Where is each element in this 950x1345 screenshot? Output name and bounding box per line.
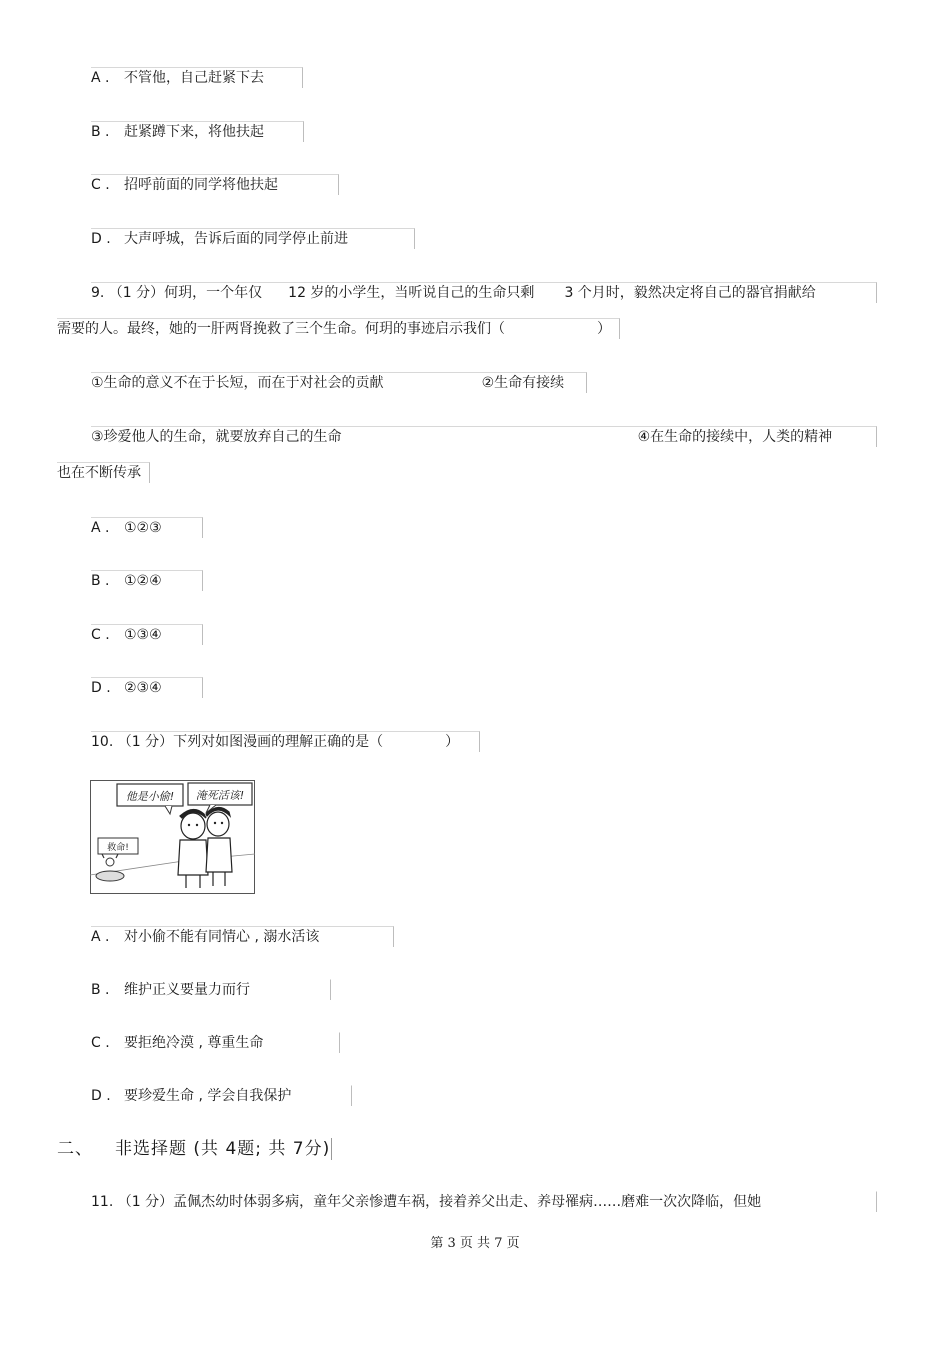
q10-option-c[interactable] bbox=[91, 1032, 340, 1053]
option-text: 招呼前面的同学将他扶起 bbox=[124, 177, 278, 193]
option-letter: B . bbox=[91, 573, 110, 589]
q10-option-d[interactable] bbox=[91, 1085, 352, 1106]
option-text: ①②③ bbox=[124, 520, 162, 536]
option-text: 不管他，自己赶紧下去 bbox=[124, 70, 264, 86]
section-heading bbox=[57, 1138, 332, 1160]
q10-option-a[interactable] bbox=[91, 926, 394, 947]
bubble-help-text: 救命! bbox=[107, 843, 129, 853]
option-text: 维护正义要量力而行 bbox=[124, 982, 250, 998]
q11-stem-text: 11. （1 分）孟佩杰幼时体弱多病，童年父亲惨遭车祸，接着养父出走、养母罹病……磨难一次次降临，但她 bbox=[91, 1194, 762, 1210]
q9-option-d[interactable] bbox=[91, 677, 203, 698]
option-text: 赶紧蹲下来，将他扶起 bbox=[124, 124, 264, 140]
option-text: ①②④ bbox=[124, 573, 162, 589]
option-letter: A . bbox=[91, 929, 110, 945]
q10-option-b[interactable] bbox=[91, 979, 331, 1000]
q9-answer-paren: ） bbox=[597, 321, 611, 337]
option-text: 对小偷不能有同情心 , 溺水活该 bbox=[124, 929, 320, 945]
option-letter: B . bbox=[91, 982, 110, 998]
option-letter: C . bbox=[91, 627, 110, 643]
option-letter: A . bbox=[91, 520, 110, 536]
q8-option-a[interactable] bbox=[91, 67, 303, 88]
q9-stem-line2 bbox=[57, 318, 620, 339]
q9-stem-part3: 3 个月时，毅然决定将自己的器官捐献给 bbox=[564, 285, 816, 301]
q9-stem-line1 bbox=[91, 282, 877, 303]
option-letter: B . bbox=[91, 124, 110, 140]
q9-statement-4: ④在生命的接续中，人类的精神 bbox=[637, 429, 833, 445]
q9-option-b[interactable] bbox=[91, 570, 203, 591]
q9-statement-4-cont: 也在不断传承 bbox=[57, 465, 141, 481]
q10-answer-paren: ） bbox=[445, 734, 460, 750]
q9-stem-part4: 需要的人。最终，她的一肝两肾挽救了三个生命。何玥的事迹启示我们（ bbox=[57, 321, 505, 337]
q9-statement-2: ②生命有接续 bbox=[481, 375, 565, 391]
option-text: 大声呼城，告诉后面的同学停止前进 bbox=[124, 231, 348, 247]
option-letter: D . bbox=[91, 680, 111, 696]
section-title: 非选择题 (共 4题; 共 7分) bbox=[115, 1139, 331, 1159]
option-letter: D . bbox=[91, 1088, 111, 1104]
q9-statement-3: ③珍爱他人的生命，就要放弃自己的生命 bbox=[91, 429, 342, 445]
q9-statement-1: ①生命的意义不在于长短，而在于对社会的贡献 bbox=[91, 375, 384, 391]
option-letter: C . bbox=[91, 177, 110, 193]
option-letter: D . bbox=[91, 231, 111, 247]
section-number: 二、 bbox=[57, 1139, 93, 1159]
option-text: 要珍爱生命 , 学会自我保护 bbox=[124, 1088, 292, 1104]
option-letter: C . bbox=[91, 1035, 110, 1051]
q9-stem-part1: 9. （1 分）何玥，一个年仅 bbox=[91, 285, 263, 301]
comic-illustration bbox=[90, 780, 255, 894]
q9-stem-part2: 12 岁的小学生，当听说自己的生命只剩 bbox=[288, 285, 535, 301]
q10-stem-text: 10. （1 分）下列对如图漫画的理解正确的是（ bbox=[91, 734, 384, 750]
bubble-left-text: 他是小偷! bbox=[125, 790, 175, 803]
q8-option-d[interactable] bbox=[91, 228, 415, 249]
q8-option-b[interactable] bbox=[91, 121, 304, 142]
q9-statement-4-continued bbox=[57, 462, 150, 483]
option-text: ②③④ bbox=[124, 680, 162, 696]
q8-option-c[interactable] bbox=[91, 174, 339, 195]
q9-option-c[interactable] bbox=[91, 624, 203, 645]
q9-statements-3-4 bbox=[91, 426, 877, 447]
option-letter: A . bbox=[91, 70, 110, 86]
q9-statements-1-2 bbox=[91, 372, 587, 393]
option-text: 要拒绝冷漠 , 尊重生命 bbox=[124, 1035, 264, 1051]
option-text: ①③④ bbox=[124, 627, 162, 643]
bubble-right-text: 淹死活该! bbox=[195, 789, 245, 802]
q10-stem bbox=[91, 731, 480, 752]
page-footer: 第 3 页 共 7 页 bbox=[430, 1236, 520, 1251]
q11-stem bbox=[91, 1191, 877, 1212]
q9-option-a[interactable] bbox=[91, 517, 203, 538]
